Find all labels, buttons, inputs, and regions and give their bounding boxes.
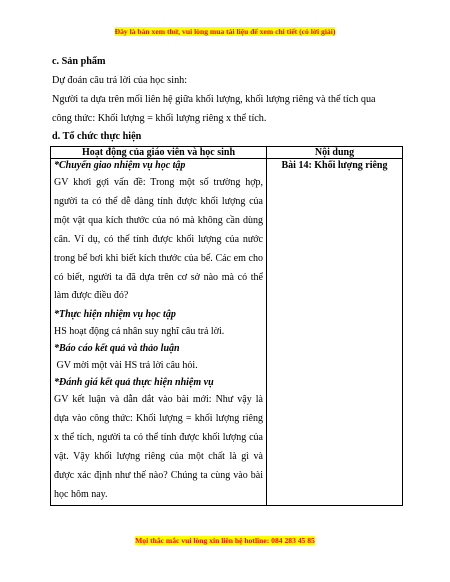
perform-task-title: *Thực hiện nhiệm vụ học tập bbox=[54, 309, 176, 321]
evaluate-result-text: GV kết luận và dẫn dắt vào bài mới: Như vậy là dựa vào công thức: Khối lượng = khối lượng riêng x thể tích, người ta có thể tính được khối lượng của vật. Vậy khối lượng riêng của một chất là gì và được xác định như thế nào? Chúng ta cùng vào bài học hôm nay. bbox=[54, 394, 263, 500]
teacher-student-activity-header: Hoạt động của giáo viên và học sinh bbox=[51, 147, 267, 159]
lesson-title: Bài 14: Khối lượng riêng bbox=[281, 160, 388, 171]
hotline-banner bbox=[0, 536, 450, 545]
content-cell bbox=[267, 159, 403, 506]
table-header-row bbox=[51, 147, 403, 159]
report-discuss-text: GV mời một vài HS trả lời câu hỏi. bbox=[54, 360, 198, 372]
preview-notice-text: Đây là bản xem thử, vui lòng mua tài liệu để xem chi tiết (có lời giải) bbox=[114, 27, 336, 36]
preview-notice-banner bbox=[0, 27, 450, 36]
assign-task-title: *Chuyển giao nhiệm vụ học tập bbox=[54, 160, 186, 171]
content-header: Nội dung bbox=[267, 147, 403, 159]
section-c-line-3: công thức: Khối lượng = khối lượng riêng x thể tích. bbox=[52, 113, 267, 124]
section-d-heading: d. Tổ chức thực hiện bbox=[52, 131, 142, 142]
table-row bbox=[51, 159, 403, 506]
hotline-text: Mọi thắc mắc vui lòng xin liên hệ hotline: 084 283 45 85 bbox=[135, 536, 315, 545]
perform-task-text: HS hoạt động cá nhân suy nghĩ câu trả lời. bbox=[54, 326, 225, 338]
activity-cell bbox=[51, 159, 267, 506]
section-c-line-1: Dự đoán câu trả lời của học sinh: bbox=[52, 75, 188, 86]
section-c-heading: c. Sản phẩm bbox=[52, 56, 106, 67]
assign-task-text: GV khơi gợi vấn đề: Trong một số trường hợp, người ta có thể dễ dàng tính được khối lượng của một vật qua kích thước của nó mà không cần dùng cân. Ví dụ, có thể tính được khối lượng của nước trong bể bơi khi biết kích thước của bể. Các em cho có biết, người ta đã dựa trên cơ sở nào mà có thể làm được điều đó? bbox=[54, 177, 263, 302]
report-discuss-title: *Báo cáo kết quả và thảo luận bbox=[54, 343, 180, 355]
evaluate-result-title: *Đánh giá kết quả thực hiện nhiệm vụ bbox=[54, 377, 214, 389]
activity-table bbox=[50, 146, 403, 506]
section-c-line-2: Người ta dựa trên mối liên hệ giữa khối lượng, khối lượng riêng và thể tích qua bbox=[52, 94, 376, 105]
